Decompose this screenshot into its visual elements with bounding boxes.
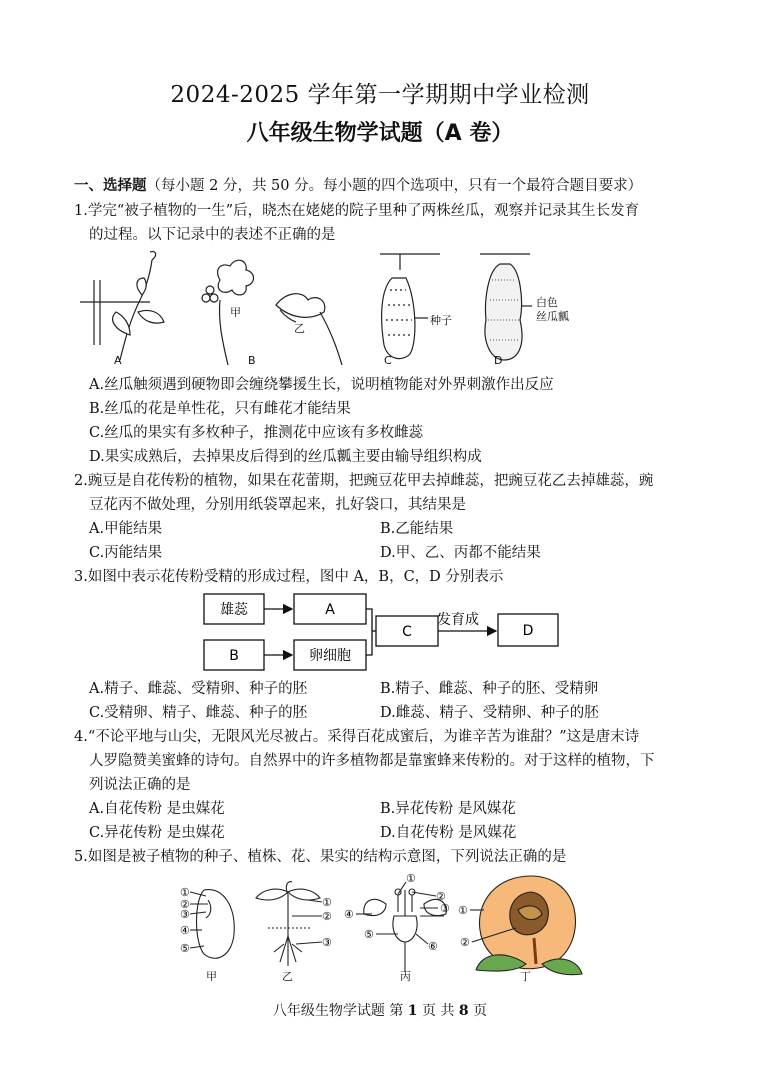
q1-stem-line1: 1.学完“被子植物的一生”后，晓杰在姥姥的院子里种了两株丝瓜，观察并记录其生长发育 (74, 203, 640, 219)
flower-n6: ⑥ (428, 940, 438, 953)
figure-seed (190, 890, 234, 959)
diagram-b: B (229, 648, 239, 664)
footer-middle: 页 共 (422, 1003, 455, 1019)
q4-option-b: B.异花传粉 是风媒花 (380, 801, 516, 817)
figure-b-flowers (202, 260, 342, 365)
footer-page-number: 1 (407, 1003, 418, 1019)
q4-stem-line2: 人罗隐赞美蜜蜂的诗句。自然界中的许多植物都是靠蜜蜂来传粉的。对于这样的植物，下 (89, 753, 655, 769)
q3-option-a: A.精子、雌蕊、受精卵、种子的胚 (89, 681, 308, 697)
page-title: 2024-2025 学年第一学期期中学业检测 (170, 82, 590, 108)
q5-stem: 5.如图是被子植物的种子、植株、花、果实的结构示意图，下列说法正确的是 (74, 849, 567, 865)
q1-option-b: B.丝瓜的花是单性花，只有雌花才能结果 (89, 401, 351, 417)
footer-total-pages: 8 (458, 1003, 469, 1019)
seedling-n3: ③ (322, 936, 332, 949)
page-footer (0, 1000, 760, 1020)
figure-c-gourd (380, 254, 440, 359)
seed-n3: ③ (180, 908, 190, 921)
q2-option-b: B.乙能结果 (380, 521, 454, 537)
q1-label-pulp2: 丝瓜瓤 (536, 310, 569, 323)
figure-d-pulp (480, 254, 532, 360)
q1-stem-line2: 的过程。以下记录中的表述不正确的是 (89, 227, 336, 243)
q1-label-b: B (248, 354, 256, 367)
q1-label-d: D (494, 354, 503, 367)
q3-option-d: D.雌蕊、精子、受精卵、种子的胚 (380, 705, 599, 721)
flower-n1: ① (406, 872, 416, 885)
flower-n3: ③ (440, 902, 450, 915)
q3-option-b: B.精子、雌蕊、种子的胚、受精卵 (380, 681, 599, 697)
diagram-c: C (402, 624, 412, 640)
q1-label-yi: 乙 (294, 322, 305, 335)
q3-diagram (200, 592, 565, 674)
seedling-n2: ② (322, 910, 332, 923)
flower-n5: ⑤ (364, 928, 374, 941)
figure-flower (356, 882, 446, 972)
flower-n2: ② (436, 890, 446, 903)
q4-stem-line3: 列说法正确的是 (89, 777, 191, 793)
q1-option-a: A.丝瓜触须遇到硬物即会缠绕攀援生长，说明植物能对外界刺激作出反应 (89, 377, 554, 393)
q3-option-c: C.受精卵、精子、雌蕊、种子的胚 (89, 705, 308, 721)
q1-label-a: A (114, 354, 122, 367)
peach-n2: ② (460, 936, 470, 949)
seed-n1: ① (180, 886, 190, 899)
section-title: 一、选择题 (74, 178, 147, 194)
q4-option-c: C.异花传粉 是虫媒花 (89, 825, 225, 841)
diagram-d: D (522, 623, 534, 639)
q2-option-a: A.甲能结果 (89, 521, 163, 537)
seed-n4: ④ (180, 924, 190, 937)
q4-option-a: A.自花传粉 是虫媒花 (89, 801, 225, 817)
q3-stem: 3.如图中表示花传粉受精的形成过程，图中 A，B，C，D 分别表示 (74, 569, 504, 585)
q1-figure (80, 250, 600, 372)
diagram-egg: 卵细胞 (309, 648, 351, 664)
q1-option-c: C.丝瓜的果实有多枚种子，推测花中应该有多枚雌蕊 (89, 425, 424, 441)
diagram-develop: 发育成 (437, 612, 479, 628)
flower-n4: ④ (344, 908, 354, 921)
seed-n5: ⑤ (180, 942, 190, 955)
peach-n1: ① (458, 904, 468, 917)
seedling-n1: ① (322, 896, 332, 909)
diagram-a: A (325, 602, 335, 618)
figure-seedling (256, 882, 322, 966)
q2-stem-line1: 2.豌豆是自花传粉的植物，如果在花蕾期，把豌豆花甲去掉雌蕊，把豌豆花乙去掉雄蕊，豌 (74, 473, 654, 489)
q5-label-ding: 丁 (520, 970, 531, 983)
seed-n2: ② (180, 898, 190, 911)
page-subtitle: 八年级生物学试题（A 卷） (246, 121, 514, 146)
q2-option-c: C.丙能结果 (89, 545, 163, 561)
q2-stem-line2: 豆花丙不做处理，分别用纸袋罩起来，扎好袋口，其结果是 (89, 497, 466, 513)
section-note: （每小题 2 分，共 50 分。每小题的四个选项中，只有一个最符合题目要求） (146, 178, 643, 194)
q4-option-d: D.自花传粉 是风媒花 (380, 825, 517, 841)
q1-label-c: C (384, 354, 392, 367)
q5-label-bing: 丙 (400, 970, 411, 983)
q2-option-d: D.甲、乙、丙都不能结果 (380, 545, 541, 561)
diagram-stamen: 雄蕊 (220, 602, 248, 618)
q1-label-pulp1: 白色 (536, 296, 558, 309)
q5-label-jia: 甲 (206, 970, 217, 983)
q1-label-jia: 甲 (230, 306, 241, 319)
q5-label-yi: 乙 (282, 970, 293, 983)
q4-stem-line1: 4.“不论平地与山尖，无限风光尽被占。采得百花成蜜后，为谁辛苦为谁甜？”这是唐末诗 (74, 729, 640, 745)
q1-label-seed: 种子 (430, 314, 452, 327)
figure-a-vine (80, 252, 164, 360)
figure-peach (470, 876, 582, 975)
footer-prefix: 八年级生物学试题 第 (272, 1003, 404, 1019)
q1-option-d: D.果实成熟后，去掉果皮后得到的丝瓜瓤主要由输导组织构成 (89, 449, 482, 465)
footer-suffix: 页 (473, 1003, 488, 1019)
section-heading (74, 176, 642, 196)
